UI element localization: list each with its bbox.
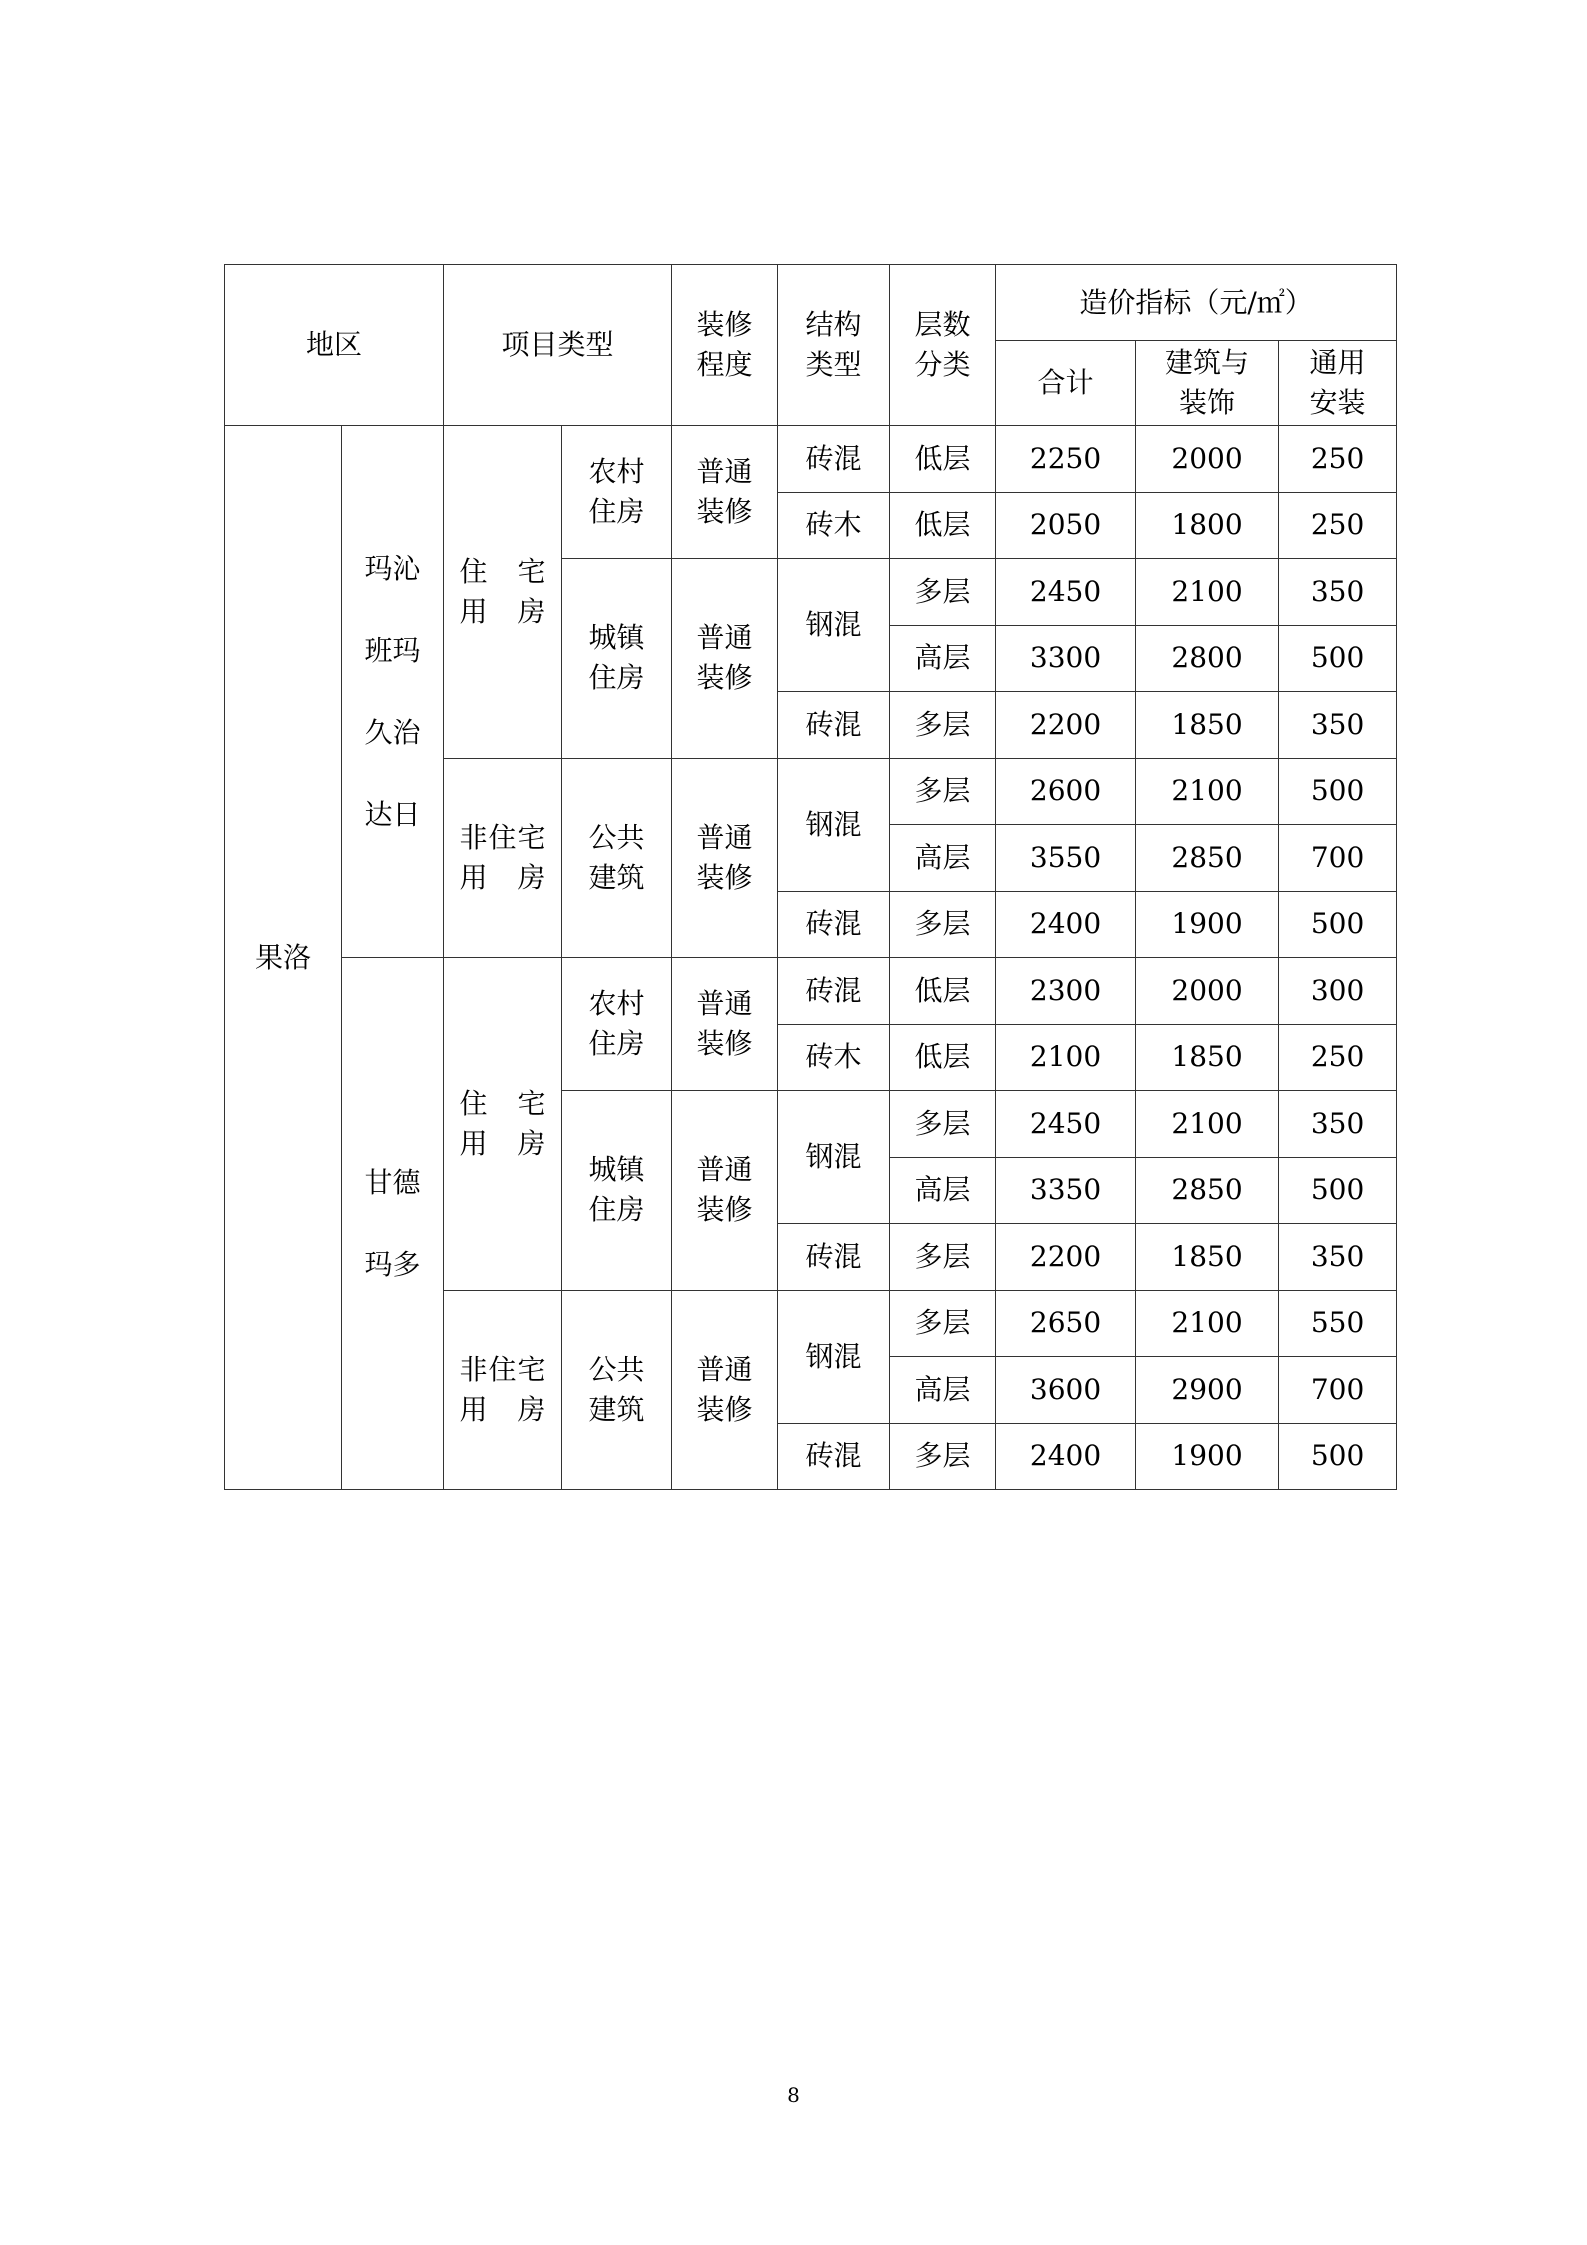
nonresidential-label: 用 房 [459, 860, 546, 894]
nonresidential-cell [444, 758, 562, 958]
cost-install: 550 [1279, 1290, 1397, 1357]
residential-label: 住 宅 [459, 1086, 546, 1120]
cost-install: 700 [1279, 1357, 1397, 1424]
floor-class: 多层 [890, 559, 996, 626]
region-cell: 果洛 [225, 426, 342, 1490]
county-name: 玛多 [364, 1247, 421, 1281]
county-name: 达日 [364, 797, 421, 831]
cost-install: 500 [1279, 1423, 1397, 1490]
cost-total: 2300 [996, 958, 1136, 1025]
nonresidential-label: 非住宅 [459, 820, 546, 854]
floor-class: 多层 [890, 891, 996, 958]
cost-install: 350 [1279, 1224, 1397, 1291]
county-name: 甘德 [364, 1165, 421, 1199]
floor-class: 多层 [890, 1224, 996, 1291]
cost-total: 2200 [996, 692, 1136, 759]
cost-building: 1800 [1136, 492, 1279, 559]
cost-total: 2250 [996, 426, 1136, 493]
cost-building: 2100 [1136, 1290, 1279, 1357]
building-category: 农村 住房 [562, 958, 672, 1091]
structure-type: 砖木 [778, 1024, 890, 1091]
cost-install: 500 [1279, 891, 1397, 958]
header-floors: 层数 分类 [890, 265, 996, 426]
structure-type: 钢混 [778, 758, 890, 891]
cost-building: 1900 [1136, 1423, 1279, 1490]
residential-label: 住 宅 [459, 554, 546, 588]
table-row [225, 958, 1397, 1025]
building-category: 农村 住房 [562, 426, 672, 559]
cost-building: 1850 [1136, 692, 1279, 759]
cost-building: 2100 [1136, 758, 1279, 825]
residential-cell [444, 426, 562, 759]
cost-install: 250 [1279, 1024, 1397, 1091]
floor-class: 高层 [890, 1157, 996, 1224]
structure-type: 砖混 [778, 891, 890, 958]
structure-type: 砖混 [778, 1423, 890, 1490]
nonresidential-cell [444, 1290, 562, 1490]
cost-install: 500 [1279, 758, 1397, 825]
county-name: 班玛 [364, 633, 421, 667]
county-cell [342, 958, 444, 1490]
cost-building: 2100 [1136, 1091, 1279, 1158]
nonresidential-label: 非住宅 [459, 1352, 546, 1386]
county-name: 玛沁 [364, 551, 421, 585]
cost-install: 700 [1279, 825, 1397, 892]
cost-total: 2450 [996, 559, 1136, 626]
residential-label: 用 房 [459, 594, 546, 628]
header-total: 合计 [996, 341, 1136, 426]
header-structure: 结构 类型 [778, 265, 890, 426]
cost-total: 3350 [996, 1157, 1136, 1224]
cost-total: 2200 [996, 1224, 1136, 1291]
building-category: 城镇 住房 [562, 1091, 672, 1291]
floor-class: 低层 [890, 1024, 996, 1091]
cost-building: 2800 [1136, 625, 1279, 692]
floor-class: 多层 [890, 1091, 996, 1158]
cost-building: 2000 [1136, 958, 1279, 1025]
cost-total: 2450 [996, 1091, 1136, 1158]
structure-type: 砖混 [778, 1224, 890, 1291]
header-project-type: 项目类型 [444, 265, 672, 426]
floor-class: 低层 [890, 426, 996, 493]
header-decoration: 装修 程度 [672, 265, 778, 426]
cost-total: 2050 [996, 492, 1136, 559]
floor-class: 多层 [890, 1423, 996, 1490]
cost-building: 1850 [1136, 1224, 1279, 1291]
cost-total: 2400 [996, 891, 1136, 958]
floor-class: 低层 [890, 492, 996, 559]
residential-label: 用 房 [459, 1126, 546, 1160]
cost-install: 250 [1279, 426, 1397, 493]
structure-type: 砖混 [778, 958, 890, 1025]
decoration-level: 普通 装修 [672, 1290, 778, 1490]
cost-total: 2100 [996, 1024, 1136, 1091]
table-row [225, 426, 1397, 493]
cost-total: 2600 [996, 758, 1136, 825]
building-category: 城镇 住房 [562, 559, 672, 759]
structure-type: 砖混 [778, 692, 890, 759]
decoration-level: 普通 装修 [672, 758, 778, 958]
nonresidential-label: 用 房 [459, 1392, 546, 1426]
floor-class: 高层 [890, 625, 996, 692]
floor-class: 高层 [890, 825, 996, 892]
cost-building: 2900 [1136, 1357, 1279, 1424]
cost-total: 2400 [996, 1423, 1136, 1490]
cost-building: 1900 [1136, 891, 1279, 958]
structure-type: 钢混 [778, 1091, 890, 1224]
structure-type: 砖木 [778, 492, 890, 559]
decoration-level: 普通 装修 [672, 426, 778, 559]
cost-building: 2100 [1136, 559, 1279, 626]
cost-install: 350 [1279, 1091, 1397, 1158]
building-category: 公共 建筑 [562, 758, 672, 958]
building-category: 公共 建筑 [562, 1290, 672, 1490]
residential-cell [444, 958, 562, 1291]
cost-install: 350 [1279, 559, 1397, 626]
decoration-level: 普通 装修 [672, 559, 778, 759]
header-region: 地区 [225, 265, 444, 426]
cost-install: 350 [1279, 692, 1397, 759]
decoration-level: 普通 装修 [672, 958, 778, 1091]
county-name: 久治 [364, 715, 421, 749]
cost-install: 500 [1279, 625, 1397, 692]
floor-class: 多层 [890, 692, 996, 759]
county-cell [342, 426, 444, 958]
floor-class: 低层 [890, 958, 996, 1025]
cost-total: 3550 [996, 825, 1136, 892]
cost-total: 2650 [996, 1290, 1136, 1357]
cost-install: 250 [1279, 492, 1397, 559]
header-building: 建筑与 装饰 [1136, 341, 1279, 426]
structure-type: 砖混 [778, 426, 890, 493]
cost-building: 2000 [1136, 426, 1279, 493]
page-number: 8 [787, 2083, 800, 2107]
floor-class: 多层 [890, 1290, 996, 1357]
floor-class: 多层 [890, 758, 996, 825]
header-install: 通用 安装 [1279, 341, 1397, 426]
header-cost-index: 造价指标（元/㎡） [996, 265, 1397, 341]
structure-type: 钢混 [778, 1290, 890, 1423]
cost-building: 2850 [1136, 825, 1279, 892]
cost-index-table [224, 264, 1397, 1490]
cost-total: 3600 [996, 1357, 1136, 1424]
cost-install: 300 [1279, 958, 1397, 1025]
floor-class: 高层 [890, 1357, 996, 1424]
cost-total: 3300 [996, 625, 1136, 692]
decoration-level: 普通 装修 [672, 1091, 778, 1291]
cost-building: 1850 [1136, 1024, 1279, 1091]
cost-building: 2850 [1136, 1157, 1279, 1224]
structure-type: 钢混 [778, 559, 890, 692]
cost-install: 500 [1279, 1157, 1397, 1224]
